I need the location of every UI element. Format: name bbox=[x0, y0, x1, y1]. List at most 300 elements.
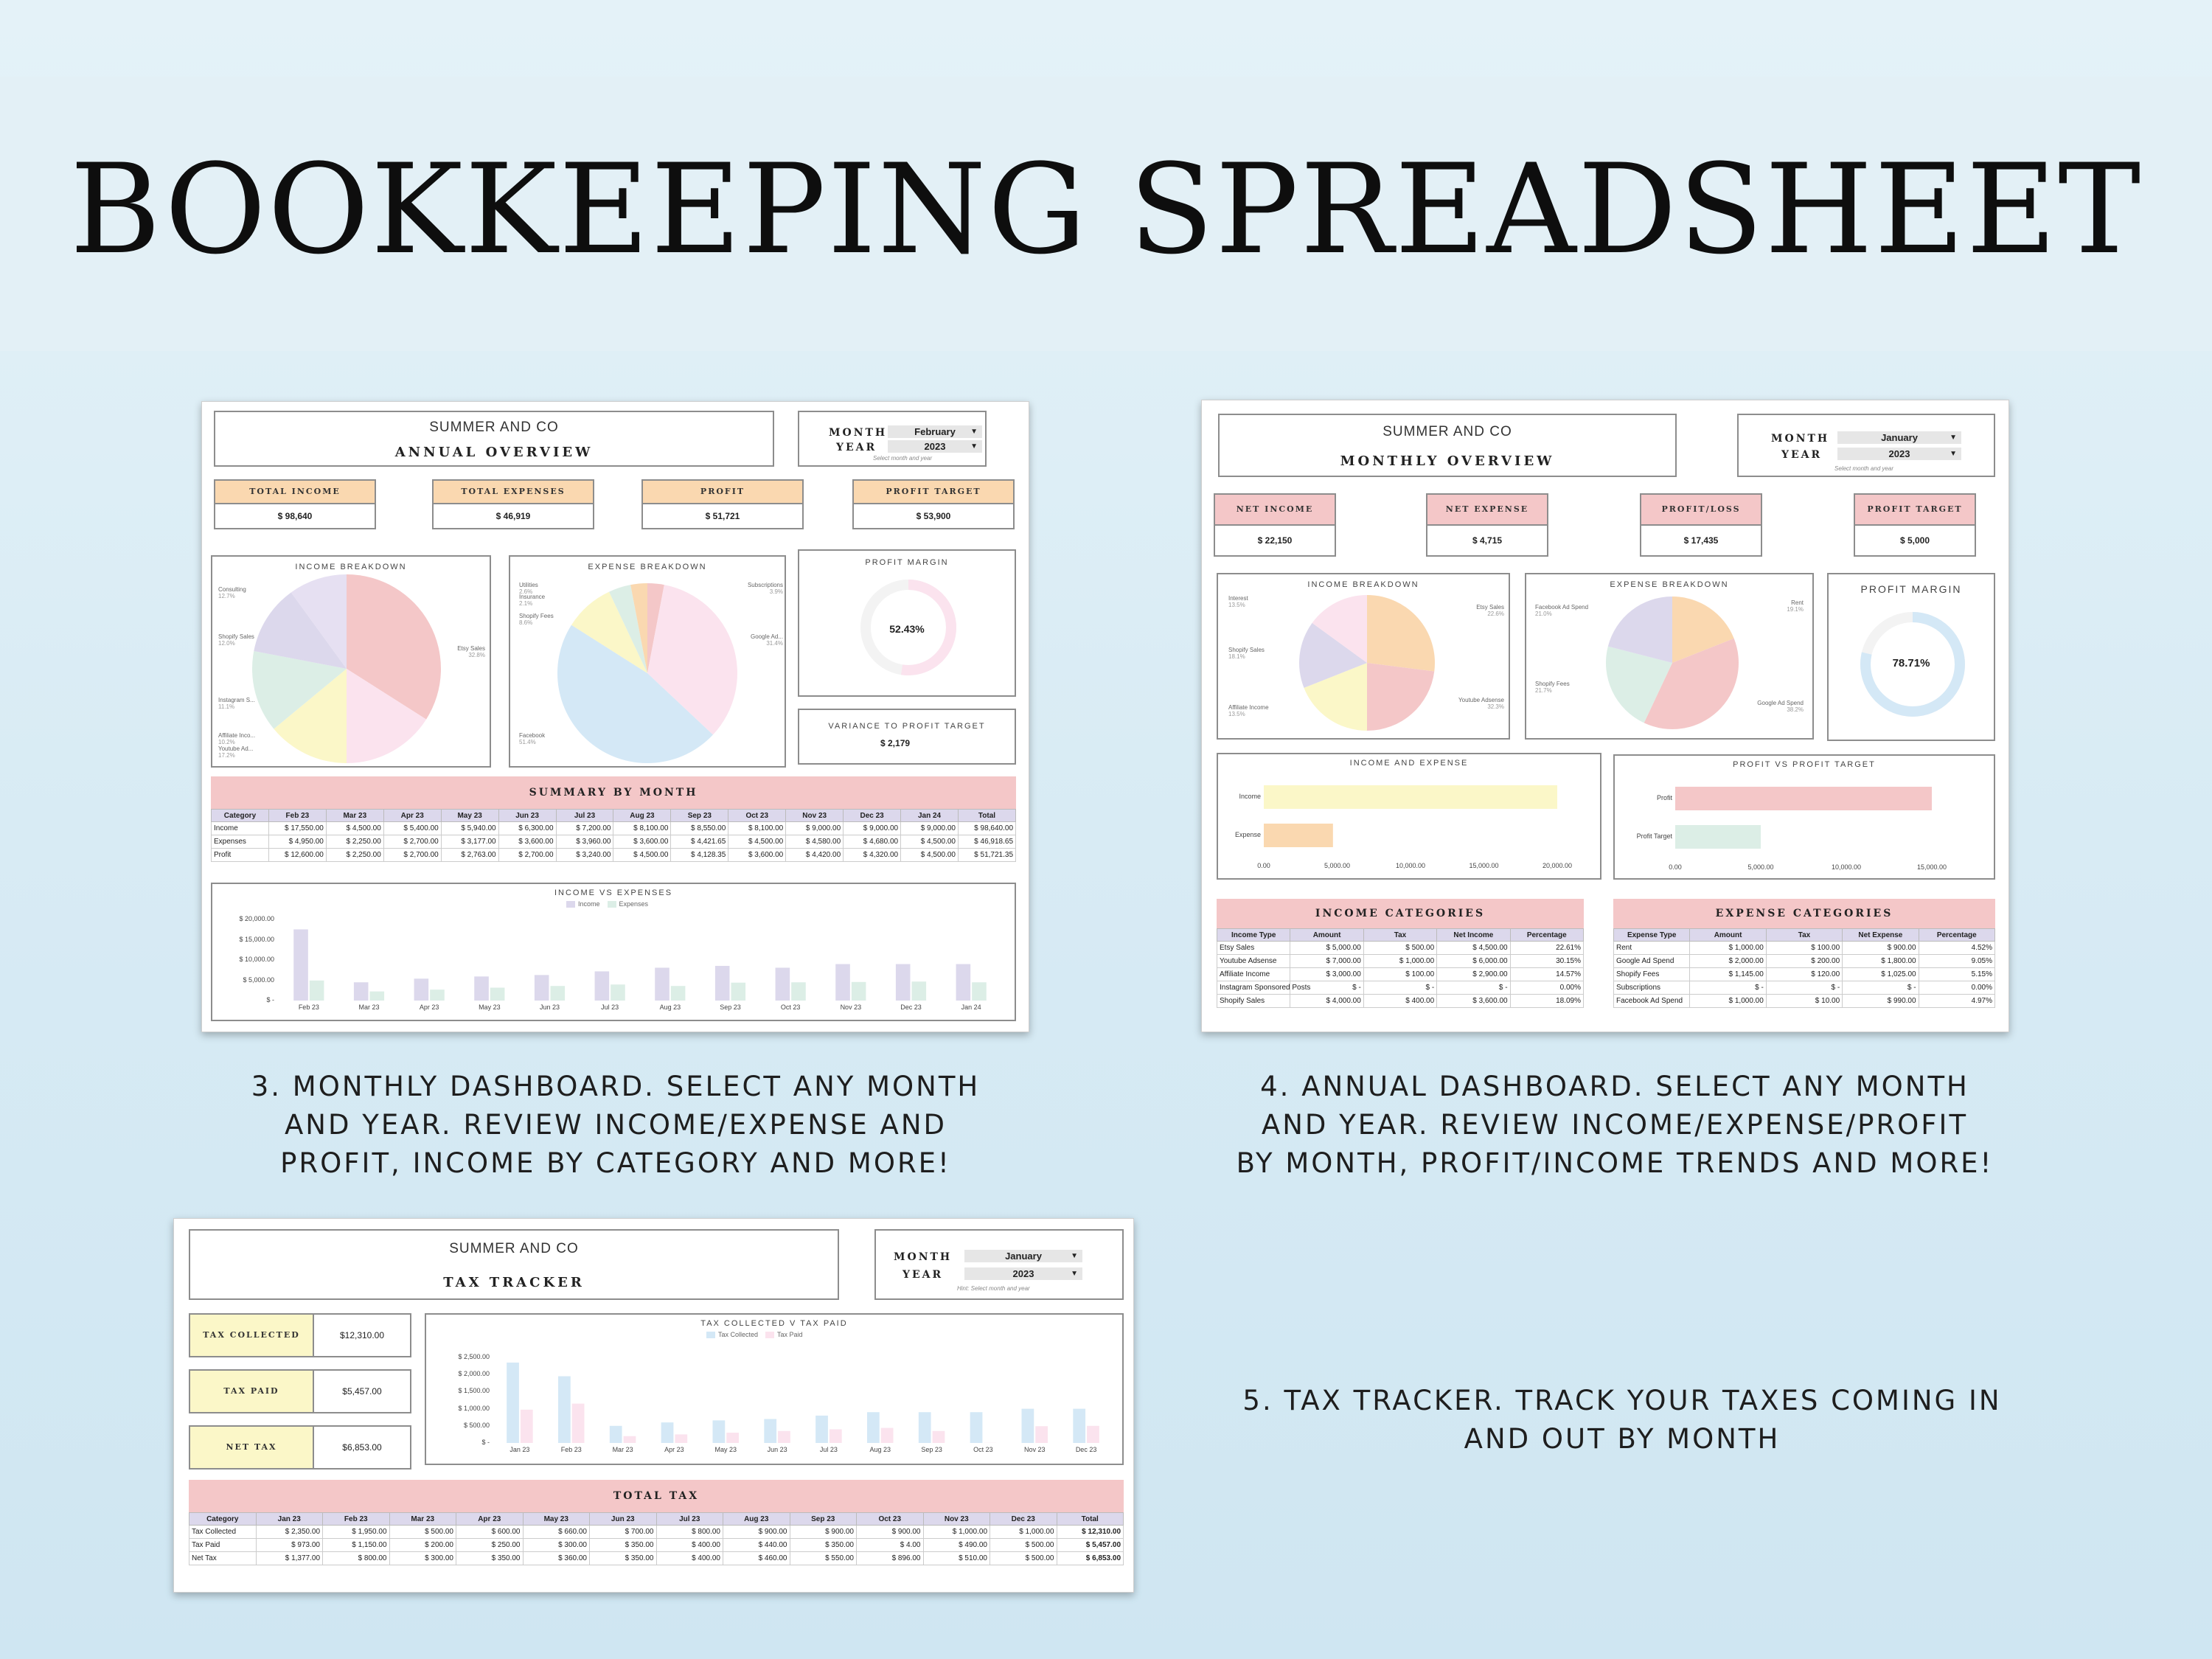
bar-income bbox=[595, 971, 610, 1001]
table-cell: 30.15% bbox=[1510, 955, 1583, 968]
table-header-row bbox=[189, 1513, 1124, 1526]
table-cell: $ 6,300.00 bbox=[498, 822, 556, 835]
table-cell: $ 1,025.00 bbox=[1843, 968, 1919, 981]
pie-label-pct: 32.3% bbox=[1487, 703, 1504, 710]
kpi-label: NET TAX bbox=[189, 1425, 314, 1470]
pie-label bbox=[218, 745, 253, 759]
profit-margin-value: 52.43% bbox=[889, 623, 925, 635]
pie-label bbox=[1453, 604, 1504, 617]
kpi-label: PROFIT bbox=[641, 479, 804, 504]
table-cell: $ 400.00 bbox=[656, 1539, 723, 1552]
pie-label-name: Rent bbox=[1791, 599, 1804, 606]
pie-label-name: Youtube Adsense bbox=[1458, 697, 1504, 703]
bar-income bbox=[835, 964, 850, 1001]
table-cell: $ 550.00 bbox=[790, 1552, 857, 1565]
column-header: Total bbox=[958, 810, 1015, 822]
pie-label-pct: 22.6% bbox=[1487, 611, 1504, 617]
table-cell: $ - bbox=[1290, 981, 1363, 995]
table-cell: $ 9,000.00 bbox=[844, 822, 901, 835]
year-label: YEAR bbox=[836, 442, 877, 453]
annual-overview-sheet bbox=[201, 401, 1029, 1032]
column-header: Tax bbox=[1363, 929, 1436, 942]
panel-title: PROFIT VS PROFIT TARGET bbox=[1733, 760, 1876, 769]
y-tick-label: $ - bbox=[266, 996, 274, 1004]
profit-target-panel bbox=[1613, 754, 1995, 880]
table-header-row bbox=[1614, 929, 1995, 942]
pie-label-pct: 18.1% bbox=[1228, 653, 1245, 660]
income-categories-title: INCOME CATEGORIES bbox=[1217, 899, 1584, 928]
column-header: Percentage bbox=[1919, 929, 1994, 942]
table-row bbox=[1217, 968, 1584, 981]
pie-label bbox=[218, 732, 255, 745]
bar-paid bbox=[1087, 1426, 1099, 1443]
y-tick-label: $ 15,000.00 bbox=[239, 935, 274, 943]
pie-label bbox=[1228, 704, 1269, 717]
table-header-row bbox=[1217, 929, 1584, 942]
bar-label: Expense bbox=[1234, 831, 1261, 838]
bar-paid bbox=[778, 1431, 790, 1443]
chevron-down-icon: ▼ bbox=[1950, 450, 1957, 458]
table-cell: Affiliate Income bbox=[1217, 968, 1290, 981]
table-cell: $ 896.00 bbox=[857, 1552, 924, 1565]
x-tick-label: 20,000.00 bbox=[1542, 862, 1573, 869]
x-tick-label: Oct 23 bbox=[973, 1446, 993, 1453]
table-cell: $ 7,200.00 bbox=[556, 822, 613, 835]
table-cell: Income bbox=[212, 822, 269, 835]
chevron-down-icon: ▼ bbox=[970, 442, 978, 451]
table-cell: $ 400.00 bbox=[1363, 995, 1436, 1008]
hbar bbox=[1675, 825, 1761, 849]
table-row bbox=[1614, 968, 1995, 981]
caption-line: BY MONTH, PROFIT/INCOME TRENDS AND MORE! bbox=[1236, 1147, 1994, 1179]
table-cell: $ 510.00 bbox=[923, 1552, 990, 1565]
column-header: Mar 23 bbox=[389, 1513, 456, 1526]
y-tick-label: $ 1,500.00 bbox=[458, 1387, 490, 1395]
table-cell: $ 4,950.00 bbox=[268, 835, 326, 849]
table-cell: $ 12,310.00 bbox=[1057, 1526, 1124, 1539]
table-cell: $ 1,145.00 bbox=[1690, 968, 1766, 981]
caption-annual bbox=[214, 1068, 1018, 1183]
panel-title: EXPENSE BREAKDOWN bbox=[588, 563, 707, 571]
table-cell: $ 5,000.00 bbox=[1290, 942, 1363, 955]
table-cell: $ 98,640.00 bbox=[958, 822, 1015, 835]
column-header: Amount bbox=[1290, 929, 1363, 942]
table-cell: $ 6,000.00 bbox=[1437, 955, 1510, 968]
column-header: Income Type bbox=[1217, 929, 1290, 942]
table-cell: 4.52% bbox=[1919, 942, 1994, 955]
table-cell: 0.00% bbox=[1919, 981, 1994, 995]
table-cell: $ 9,000.00 bbox=[901, 822, 959, 835]
hbar bbox=[1675, 787, 1932, 810]
column-header: Nov 23 bbox=[923, 1513, 990, 1526]
kpi-label: TAX PAID bbox=[189, 1369, 314, 1413]
table-cell: $ 2,250.00 bbox=[326, 835, 383, 849]
panel-title: PROFIT MARGIN bbox=[1860, 583, 1962, 595]
company-name: SUMMER AND CO bbox=[1382, 424, 1512, 439]
column-header: May 23 bbox=[523, 1513, 590, 1526]
table-cell: $ 990.00 bbox=[1843, 995, 1919, 1008]
table-cell: $ 4,500.00 bbox=[901, 849, 959, 862]
panel-title: VARIANCE TO PROFIT TARGET bbox=[828, 722, 986, 731]
table-cell: $ 100.00 bbox=[1363, 968, 1436, 981]
bar-collected bbox=[610, 1426, 622, 1443]
income-breakdown-panel bbox=[1217, 573, 1510, 740]
table-row bbox=[1217, 942, 1584, 955]
column-header: Category bbox=[189, 1513, 257, 1526]
table-row bbox=[189, 1552, 1124, 1565]
column-header: Dec 23 bbox=[990, 1513, 1057, 1526]
pie-label-pct: 17.2% bbox=[218, 752, 235, 759]
pie-label-pct: 19.1% bbox=[1787, 606, 1804, 613]
table-cell: Google Ad Spend bbox=[1614, 955, 1690, 968]
kpi-value: $6,853.00 bbox=[313, 1425, 411, 1470]
bar-expenses bbox=[551, 986, 566, 1001]
column-header: Aug 23 bbox=[613, 810, 671, 822]
bar-expenses bbox=[611, 984, 625, 1001]
bar-paid bbox=[521, 1410, 533, 1443]
page-title: BOOKKEEPING SPREADSHEET bbox=[69, 137, 2143, 282]
company-name: SUMMER AND CO bbox=[449, 1241, 579, 1256]
bar-income bbox=[896, 964, 911, 1001]
kpi-label: PROFIT TARGET bbox=[852, 479, 1015, 504]
y-tick-label: $ - bbox=[481, 1439, 490, 1446]
bar-label: Income bbox=[1239, 793, 1261, 800]
income-vs-expenses-panel bbox=[211, 883, 1016, 1021]
chevron-down-icon: ▼ bbox=[1071, 1252, 1078, 1260]
month-select[interactable] bbox=[888, 425, 982, 438]
profit-margin-value: 78.71% bbox=[1892, 657, 1930, 669]
bar-collected bbox=[661, 1422, 674, 1443]
table-cell: Tax Paid bbox=[189, 1539, 257, 1552]
column-header: Oct 23 bbox=[857, 1513, 924, 1526]
table-cell: $ 5,457.00 bbox=[1057, 1539, 1124, 1552]
kpi-value: $ 17,435 bbox=[1640, 526, 1762, 557]
column-header: Oct 23 bbox=[728, 810, 786, 822]
table-cell: $ - bbox=[1843, 981, 1919, 995]
column-header: Jul 23 bbox=[656, 1513, 723, 1526]
pie-label-name: Affiliate Income bbox=[1228, 704, 1269, 711]
bar-paid bbox=[830, 1429, 842, 1443]
month-value: January bbox=[1005, 1251, 1042, 1262]
bar-collected bbox=[867, 1412, 880, 1443]
x-tick-label: Feb 23 bbox=[298, 1004, 319, 1011]
pie-label-pct: 10.2% bbox=[218, 739, 235, 745]
x-tick-label: Jul 23 bbox=[819, 1446, 838, 1453]
x-tick-label: 0.00 bbox=[1257, 862, 1270, 869]
table-row bbox=[189, 1526, 1124, 1539]
x-tick-label: Jul 23 bbox=[601, 1004, 619, 1011]
legend-label: Tax Collected bbox=[718, 1331, 759, 1338]
table-cell: Net Tax bbox=[189, 1552, 257, 1565]
table-cell: $ 350.00 bbox=[590, 1552, 657, 1565]
kpi-label: PROFIT/LOSS bbox=[1640, 493, 1762, 526]
pie-label-pct: 2.6% bbox=[519, 588, 533, 595]
table-cell: $ 4,500.00 bbox=[901, 835, 959, 849]
kpi-value: $ 4,715 bbox=[1426, 526, 1548, 557]
table-cell: $ 300.00 bbox=[523, 1539, 590, 1552]
table-cell: Facebook Ad Spend bbox=[1614, 995, 1690, 1008]
table-cell: $ 17,550.00 bbox=[268, 822, 326, 835]
table-cell: $ 440.00 bbox=[723, 1539, 790, 1552]
table-cell: $ 490.00 bbox=[923, 1539, 990, 1552]
x-tick-label: 5,000.00 bbox=[1747, 863, 1774, 871]
pie-label bbox=[1228, 595, 1248, 608]
year-value: 2023 bbox=[924, 441, 946, 452]
x-tick-label: 15,000.00 bbox=[1469, 862, 1499, 869]
table-cell: $ 360.00 bbox=[523, 1552, 590, 1565]
table-cell: $ 7,000.00 bbox=[1290, 955, 1363, 968]
pie-label bbox=[519, 594, 545, 607]
select-note: Select month and year bbox=[873, 455, 933, 462]
hbar bbox=[1264, 824, 1333, 847]
bar-collected bbox=[712, 1420, 725, 1443]
pie-label bbox=[519, 732, 545, 745]
table-cell: $ - bbox=[1363, 981, 1436, 995]
bar-paid bbox=[572, 1404, 585, 1443]
pie-label bbox=[1752, 599, 1804, 613]
table-row bbox=[189, 1539, 1124, 1552]
panel-title: EXPENSE BREAKDOWN bbox=[1610, 580, 1729, 589]
bar-expenses bbox=[310, 981, 324, 1001]
table-cell: $ 1,000.00 bbox=[990, 1526, 1057, 1539]
kpi-value: $ 98,640 bbox=[214, 504, 376, 529]
pie-label-pct: 2.1% bbox=[519, 600, 533, 607]
table-cell: $ 2,250.00 bbox=[326, 849, 383, 862]
table-cell: $ 4,580.00 bbox=[786, 835, 844, 849]
pie-label bbox=[731, 582, 783, 595]
x-tick-label: Sep 23 bbox=[921, 1446, 942, 1453]
table-cell: $ 900.00 bbox=[1843, 942, 1919, 955]
pie-label-pct: 31.4% bbox=[766, 640, 783, 647]
caption-line: PROFIT, INCOME BY CATEGORY AND MORE! bbox=[280, 1147, 951, 1179]
table-cell: Tax Collected bbox=[189, 1526, 257, 1539]
x-tick-label: Nov 23 bbox=[1023, 1446, 1046, 1453]
table-cell: $ 3,600.00 bbox=[498, 835, 556, 849]
table-cell: Instagram Sponsored Posts bbox=[1217, 981, 1290, 995]
table-cell: $ 350.00 bbox=[590, 1539, 657, 1552]
year-select[interactable] bbox=[964, 1267, 1082, 1280]
month-select[interactable] bbox=[1837, 431, 1961, 444]
kpi-label: TAX COLLECTED bbox=[189, 1313, 314, 1357]
header-box bbox=[1218, 414, 1677, 477]
pie-label bbox=[1535, 681, 1570, 694]
table-cell: $ 800.00 bbox=[323, 1552, 390, 1565]
column-header: May 23 bbox=[441, 810, 498, 822]
header-box bbox=[189, 1229, 839, 1300]
table-row bbox=[212, 835, 1016, 849]
caption-line: AND YEAR. REVIEW INCOME/EXPENSE/PROFIT bbox=[1261, 1109, 1969, 1141]
x-tick-label: Jun 23 bbox=[767, 1446, 787, 1453]
table-cell: 4.97% bbox=[1919, 995, 1994, 1008]
bar-collected bbox=[1073, 1409, 1085, 1443]
table-cell: $ 350.00 bbox=[790, 1539, 857, 1552]
y-tick-label: $ 10,000.00 bbox=[239, 956, 274, 963]
profit-vs-target-bar-chart bbox=[1615, 756, 1997, 881]
profit-margin-panel bbox=[1827, 573, 1995, 741]
table-cell: $ 500.00 bbox=[990, 1552, 1057, 1565]
pie-label-pct: 13.5% bbox=[1228, 602, 1245, 608]
panel-title: INCOME BREAKDOWN bbox=[1307, 580, 1419, 589]
kpi-value: $ 5,000 bbox=[1854, 526, 1976, 557]
table-cell: $ 2,000.00 bbox=[1690, 955, 1766, 968]
pie-label-name: Instagram S... bbox=[218, 697, 255, 703]
year-select[interactable] bbox=[888, 440, 982, 453]
column-header: Total bbox=[1057, 1513, 1124, 1526]
table-cell: $ 4,500.00 bbox=[613, 849, 671, 862]
table-row bbox=[212, 849, 1016, 862]
table-cell: $ 8,100.00 bbox=[613, 822, 671, 835]
panel-title: TAX COLLECTED V TAX PAID bbox=[700, 1319, 848, 1328]
caption-monthly bbox=[1180, 1068, 2050, 1183]
month-value: January bbox=[1881, 432, 1918, 443]
pie-label-name: Shopify Fees bbox=[519, 613, 554, 619]
pie-label-name: Facebook Ad Spend bbox=[1535, 604, 1589, 611]
x-tick-label: 10,000.00 bbox=[1831, 863, 1862, 871]
table-cell: 5.15% bbox=[1919, 968, 1994, 981]
table-row bbox=[1217, 955, 1584, 968]
income-vs-expenses-chart bbox=[212, 884, 1018, 1023]
x-tick-label: 15,000.00 bbox=[1916, 863, 1947, 871]
period-selector bbox=[1737, 414, 1995, 477]
table-cell: $ 1,000.00 bbox=[1363, 955, 1436, 968]
pie-label-name: Google Ad... bbox=[750, 633, 783, 640]
hbar bbox=[1264, 785, 1557, 809]
bar-income bbox=[293, 929, 308, 1001]
bar-collected bbox=[507, 1363, 519, 1443]
bar-paid bbox=[881, 1428, 894, 1443]
table-cell: $ 400.00 bbox=[656, 1552, 723, 1565]
dashboard-title: TAX TRACKER bbox=[443, 1275, 585, 1290]
x-tick-label: 5,000.00 bbox=[1324, 862, 1351, 869]
x-tick-label: May 23 bbox=[714, 1446, 737, 1453]
pie-label-name: Affiliate Inco... bbox=[218, 732, 256, 739]
table-cell: Youtube Adsense bbox=[1217, 955, 1290, 968]
pie-label-pct: 12.7% bbox=[218, 593, 235, 599]
table-cell: $ 660.00 bbox=[523, 1526, 590, 1539]
bar-collected bbox=[919, 1412, 931, 1443]
dashboard-title: MONTHLY OVERVIEW bbox=[1340, 453, 1555, 469]
bar-paid bbox=[624, 1436, 636, 1443]
bar-label: Profit bbox=[1656, 794, 1672, 801]
x-tick-label: Jan 23 bbox=[509, 1446, 530, 1453]
table-cell: $ 4,500.00 bbox=[1437, 942, 1510, 955]
y-tick-label: $ 20,000.00 bbox=[239, 915, 274, 922]
pie-label bbox=[218, 697, 255, 710]
table-cell: $ 1,000.00 bbox=[1690, 995, 1766, 1008]
legend-label: Tax Paid bbox=[777, 1331, 803, 1338]
bar-income bbox=[715, 966, 730, 1001]
bar-paid bbox=[1035, 1426, 1048, 1443]
table-cell: 14.57% bbox=[1510, 968, 1583, 981]
table-row bbox=[1614, 995, 1995, 1008]
pie-label-name: Youtube Ad... bbox=[218, 745, 254, 752]
table-cell: $ 2,700.00 bbox=[498, 849, 556, 862]
pie-label-name: Google Ad Spend bbox=[1757, 700, 1804, 706]
kpi-value: $ 53,900 bbox=[852, 504, 1015, 529]
x-tick-label: Oct 23 bbox=[780, 1004, 801, 1011]
kpi-value: $5,457.00 bbox=[313, 1369, 411, 1413]
column-header: Nov 23 bbox=[786, 810, 844, 822]
table-cell: Profit bbox=[212, 849, 269, 862]
bar-income bbox=[354, 982, 369, 1001]
table-cell: $ 120.00 bbox=[1766, 968, 1842, 981]
pie-label bbox=[218, 586, 246, 599]
profit-margin-panel bbox=[798, 549, 1016, 697]
column-header: Jan 24 bbox=[901, 810, 959, 822]
table-cell: $ 2,350.00 bbox=[256, 1526, 323, 1539]
pie-label-pct: 32.8% bbox=[468, 652, 485, 658]
table-cell: $ 4,000.00 bbox=[1290, 995, 1363, 1008]
table-cell: $ 900.00 bbox=[857, 1526, 924, 1539]
x-tick-label: 0.00 bbox=[1669, 863, 1682, 871]
pie-slice bbox=[1367, 595, 1435, 672]
column-header: Net Expense bbox=[1843, 929, 1919, 942]
table-cell: $ 4,128.35 bbox=[671, 849, 728, 862]
table-cell: $ 8,100.00 bbox=[728, 822, 786, 835]
chevron-down-icon: ▼ bbox=[1071, 1270, 1078, 1278]
x-tick-label: Dec 23 bbox=[1075, 1446, 1097, 1453]
dashboard-title: ANNUAL OVERVIEW bbox=[394, 445, 594, 460]
table-cell: $ 1,000.00 bbox=[923, 1526, 990, 1539]
table-cell: Rent bbox=[1614, 942, 1690, 955]
table-cell: $ 4,420.00 bbox=[786, 849, 844, 862]
pie-label-name: Insurance bbox=[519, 594, 546, 600]
year-label: YEAR bbox=[902, 1269, 944, 1281]
table-cell: $ 900.00 bbox=[723, 1526, 790, 1539]
year-select[interactable] bbox=[1837, 448, 1961, 460]
expense-categories-table bbox=[1613, 928, 1995, 1008]
table-cell: $ - bbox=[1690, 981, 1766, 995]
x-tick-label: Mar 23 bbox=[358, 1004, 380, 1011]
table-cell: $ 350.00 bbox=[456, 1552, 524, 1565]
table-cell: $ 2,700.00 bbox=[383, 835, 441, 849]
table-cell: $ 2,763.00 bbox=[441, 849, 498, 862]
total-tax-table bbox=[189, 1512, 1124, 1565]
table-cell: $ - bbox=[1766, 981, 1842, 995]
pie-label bbox=[519, 613, 554, 626]
table-cell: $ 5,400.00 bbox=[383, 822, 441, 835]
table-row bbox=[1217, 995, 1584, 1008]
table-cell: Shopify Sales bbox=[1217, 995, 1290, 1008]
table-cell: $ 200.00 bbox=[389, 1539, 456, 1552]
kpi-value: $12,310.00 bbox=[313, 1313, 411, 1357]
table-cell: $ 3,000.00 bbox=[1290, 968, 1363, 981]
x-tick-label: Dec 23 bbox=[900, 1004, 922, 1011]
kpi-label: TOTAL INCOME bbox=[214, 479, 376, 504]
bar-income bbox=[655, 967, 669, 1001]
table-cell: $ 250.00 bbox=[456, 1539, 524, 1552]
pie-label bbox=[434, 645, 485, 658]
table-cell: $ 10.00 bbox=[1766, 995, 1842, 1008]
income-expense-panel bbox=[1217, 753, 1601, 880]
column-header: Expense Type bbox=[1614, 929, 1690, 942]
table-cell: $ 51,721.35 bbox=[958, 849, 1015, 862]
pie-label bbox=[1453, 697, 1504, 710]
pie-label-name: Consulting bbox=[218, 586, 246, 593]
table-cell: $ 2,900.00 bbox=[1437, 968, 1510, 981]
table-cell: $ 300.00 bbox=[389, 1552, 456, 1565]
pie-label-name: Etsy Sales bbox=[1476, 604, 1504, 611]
table-cell: $ 3,240.00 bbox=[556, 849, 613, 862]
column-header: Dec 23 bbox=[844, 810, 901, 822]
select-note: Select month and year bbox=[1834, 465, 1894, 472]
column-header: Apr 23 bbox=[383, 810, 441, 822]
bar-expenses bbox=[490, 988, 505, 1001]
y-tick-label: $ 1,000.00 bbox=[458, 1404, 490, 1412]
table-cell: $ 3,600.00 bbox=[1437, 995, 1510, 1008]
month-select[interactable] bbox=[964, 1250, 1082, 1262]
bar-paid bbox=[726, 1433, 739, 1443]
